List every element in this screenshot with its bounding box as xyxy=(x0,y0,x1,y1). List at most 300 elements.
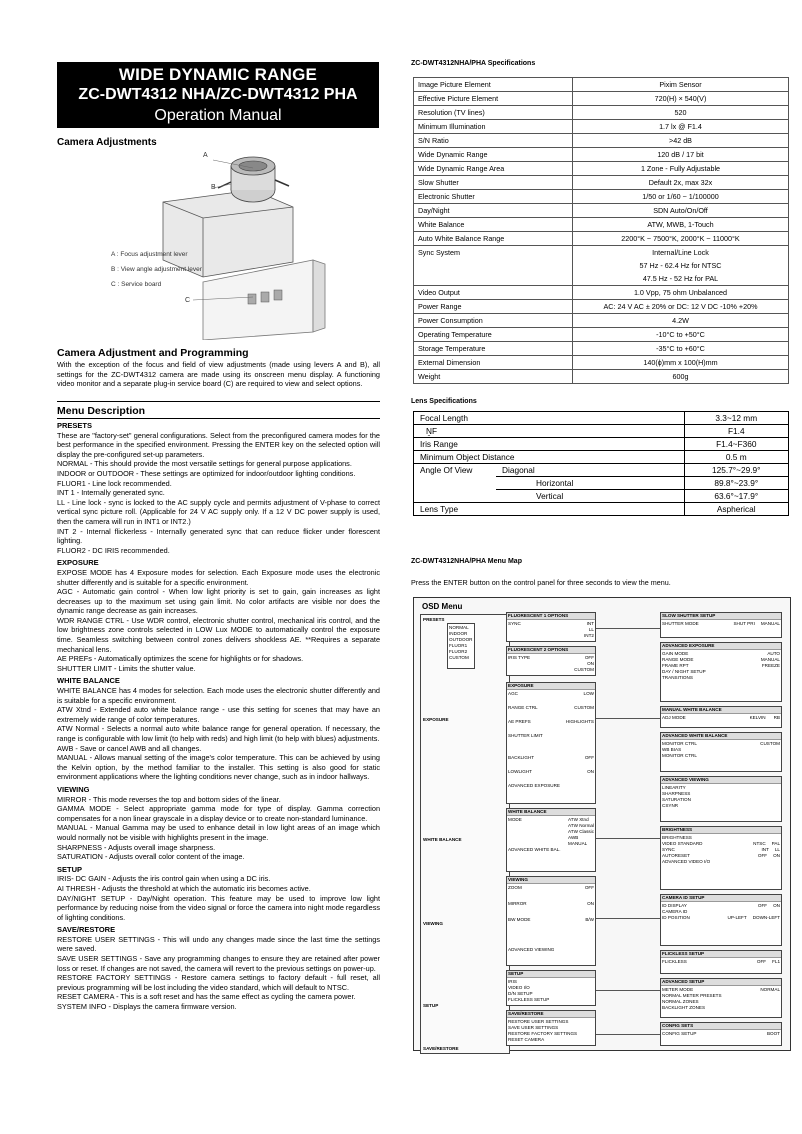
osd-row: ADVANCED VIDEO I/O xyxy=(662,859,711,864)
menu-section-paragraph: SYSTEM INFO - Displays the camera firmware version. xyxy=(57,1002,237,1012)
programming-heading: Camera Adjustment and Programming xyxy=(57,347,249,359)
osd-row-label: AUTORESET xyxy=(662,853,690,858)
spec-row xyxy=(414,78,789,92)
osd-row: IRIS TYPE xyxy=(508,655,531,660)
osd-opt: RB xyxy=(773,715,780,720)
spec-row xyxy=(414,134,789,148)
osd-opt: INT xyxy=(586,621,594,626)
osd-opt: CUSTOM xyxy=(760,741,780,746)
osd-preset: OUTDOOR xyxy=(449,637,473,642)
menu-section-paragraph: FLUOR2 - DC IRIS recommended. xyxy=(57,545,170,555)
menu-section-title: VIEWING xyxy=(57,784,90,794)
title-block xyxy=(57,62,379,128)
osd-row: D/N SETUP xyxy=(508,991,533,996)
osd-row: IRIS xyxy=(508,979,517,984)
divider xyxy=(57,401,380,402)
menu-section-paragraph: ATW Normal - Selects a normal auto white balance range for general operation. If necessary, the range is configurable with low limit (to help with reds) and high limit (to help with blues) adjustments. xyxy=(57,724,380,743)
osd-adv-exposure-box xyxy=(660,642,782,702)
osd-opt-list xyxy=(568,817,594,847)
spec-key: Minimum Illumination xyxy=(414,120,573,134)
lens-key: Iris Range xyxy=(414,438,685,451)
specs-heading: ZC-DWT4312NHA/PHA Specifications xyxy=(411,60,536,67)
menu-section-paragraph: GAMMA MODE - Select appropriate gamma mode for type of display. Gamma correction compensates for a non linear grayscale in a display device or to create non-standard luminance. xyxy=(57,804,380,823)
label-a: A xyxy=(203,152,208,159)
lens-key: Angle Of View xyxy=(414,464,497,503)
osd-opt: INT2 xyxy=(584,633,594,638)
osd-setup-box xyxy=(506,970,596,1006)
osd-opt: AWB xyxy=(568,835,579,840)
menu-section-title: WHITE BALANCE xyxy=(57,676,120,686)
spec-value: 140(ϕ)mm x 100(H)mm xyxy=(573,356,789,370)
osd-fl1-box xyxy=(506,612,596,642)
menu-section-paragraph: AE PREFs - Automatically optimizes the scene for highlights or for shadows. xyxy=(57,654,304,664)
spec-row xyxy=(414,356,789,370)
menu-section-paragraph: IRIS- DC GAIN - Adjusts the iris control gain when using a DC iris. xyxy=(57,874,271,884)
osd-box-title: FLUORESCENT 2 OPTIONS xyxy=(507,647,595,654)
menu-section-paragraph: INT 1 - Internally generated sync. xyxy=(57,488,165,498)
osd-slow-shutter-box xyxy=(660,612,782,638)
osd-row: FLICKLESS xyxy=(662,959,687,964)
osd-box-title: WHITE BALANCE xyxy=(507,809,595,816)
spec-row xyxy=(414,148,789,162)
title-line2: ZC-DWT4312 NHA/ZC-DWT4312 PHA xyxy=(78,86,358,103)
osd-row-label: ID POSITION xyxy=(662,915,690,920)
osd-row-label: RANGE CTRL xyxy=(508,705,538,710)
menu-section-paragraph: INDOOR or OUTDOOR - These settings are optimized for indoor/outdoor lighting conditions. xyxy=(57,468,356,478)
menu-section-paragraph: MANUAL - Allows manual setting of the image's color temperature. This can be achieved by using the Kelvin option, by the method familiar to the installer. This setting is also good for static environment applications where the lighting conditions never change, such as in indoor hallways. xyxy=(57,753,380,782)
spec-value: 1.0 Vpp, 75 ohm Unbalanced xyxy=(573,286,789,300)
osd-opt: HIGHLIGHTS xyxy=(565,719,594,724)
spec-key: Day/Night xyxy=(414,204,573,218)
osd-opt: OFF xyxy=(757,853,768,858)
osd-row-label: MIRROR xyxy=(508,901,527,906)
osd-box-title: ADVANCED VIEWING xyxy=(661,777,781,784)
camera-illustration xyxy=(103,152,333,340)
spec-key: Operating Temperature xyxy=(414,328,573,342)
osd-main-column xyxy=(420,614,510,1054)
lens-key: Focal Length xyxy=(414,412,685,425)
osd-main-exposure: EXPOSURE xyxy=(423,717,449,722)
menu-section-paragraph: SATURATION - Adjusts overall color content of the image. xyxy=(57,852,245,862)
osd-row xyxy=(508,719,594,733)
spec-value: 520 xyxy=(573,106,789,120)
osd-row-label: ZOOM xyxy=(508,885,522,890)
lens-value: 63.6°~17.9° xyxy=(684,490,788,503)
osd-row xyxy=(508,733,594,755)
osd-row-label: GAIN MODE xyxy=(662,651,689,656)
osd-box-title: CONFIG SETS xyxy=(661,1023,781,1030)
menu-section-paragraph: RESTORE USER SETTINGS - This will undo any changes made since the last time the settings were saved. xyxy=(57,934,380,954)
spec-row xyxy=(414,370,789,384)
osd-opt: OFF xyxy=(584,755,594,760)
spec-value: 2200°K ~ 7500°K, 2000°K ~ 11000°K xyxy=(573,232,789,246)
spec-row xyxy=(414,246,789,260)
osd-row xyxy=(508,705,594,719)
menu-section-paragraph: DAY/NIGHT SETUP - Day/Night operation. This feature may be used to improve low light performance by reducing noise from the video signal or force the camera into night mode regardless of lighting conditions. xyxy=(57,893,380,922)
osd-row: LINEARITY xyxy=(662,785,686,790)
osd-row: NORMAL METER PRESETS xyxy=(662,993,722,998)
osd-row: CAMERA ID xyxy=(662,909,688,914)
title-line1: WIDE DYNAMIC RANGE xyxy=(118,65,318,84)
osd-row: MONITOR CTRL xyxy=(662,753,697,758)
osd-opt: CUSTOM xyxy=(574,667,594,672)
connector xyxy=(596,918,660,919)
spec-key: Wide Dynamic Range xyxy=(414,148,573,162)
menu-section-title: EXPOSURE xyxy=(57,558,99,568)
spec-value: 1.7 lx @ F1.4 xyxy=(573,120,789,134)
osd-row: CONFIG SETUP xyxy=(662,1031,697,1036)
osd-row xyxy=(508,917,594,947)
osd-opt: OFF xyxy=(757,903,768,908)
spec-row xyxy=(414,120,789,134)
osd-row xyxy=(508,885,594,901)
osd-opt: DOWN-LEFT xyxy=(752,915,780,920)
menu-section-paragraph: MANUAL - Manual Gamma may be used to enhance detail in low light areas of an image which would normally not be visible with highlights present in the image. xyxy=(57,823,380,842)
spec-key: Video Output xyxy=(414,286,573,300)
spec-row xyxy=(414,162,789,176)
spec-key: Effective Picture Element xyxy=(414,92,573,106)
spec-key: Slow Shutter xyxy=(414,176,573,190)
menu-section-paragraph: AWB - Save or cancel AWB and all changes. xyxy=(57,743,202,753)
spec-value: -35°C to +60°C xyxy=(573,342,789,356)
camera-adjustments-heading: Camera Adjustments xyxy=(57,137,157,148)
label-b: B xyxy=(211,184,216,191)
osd-row xyxy=(508,755,594,769)
legend-b: B : View angle adjustment lever xyxy=(111,266,202,273)
osd-row: RESTORE FACTORY SETTINGS xyxy=(508,1031,578,1036)
osd-box-title: FLUORESCENT 1 OPTIONS xyxy=(507,613,595,620)
spec-key: S/N Ratio xyxy=(414,134,573,148)
osd-row: CSYNR xyxy=(662,803,679,808)
osd-opt: ON xyxy=(773,903,780,908)
osd-row-label: BW MODE xyxy=(508,917,531,922)
menu-section-paragraph: AI THRESH - Adjusts the threshold at which the automatic iris becomes active. xyxy=(57,883,311,893)
menu-section-paragraph: SAVE USER SETTINGS - Save any programming changes to ensure they are retained after power loss or reset. If changes are not saved, the camera will revert to the previous settings on power-up. xyxy=(57,954,380,973)
osd-row-label: AGC xyxy=(508,691,518,696)
spec-value: -10°C to +50°C xyxy=(573,328,789,342)
spec-row xyxy=(414,328,789,342)
menu-section-paragraph: EXPOSE MODE has 4 Exposure modes for selection. Each Exposure mode uses the electronic shutter differently and is suitable for a specific environment. xyxy=(57,567,380,587)
spec-key: Resolution (TV lines) xyxy=(414,106,573,120)
osd-opt: AUTO xyxy=(767,651,780,656)
osd-row-label: SHUTTER LIMIT xyxy=(508,733,543,738)
divider xyxy=(57,418,380,419)
lens-subkey: Horizontal xyxy=(496,477,684,490)
osd-row: SAVE USER SETTINGS xyxy=(508,1025,559,1030)
osd-row-label: VIDEO STANDARD xyxy=(662,841,703,846)
osd-row-label: MONITOR CTRL xyxy=(662,741,697,746)
spec-value: SDN Auto/On/Off xyxy=(573,204,789,218)
osd-preset: CUSTOM xyxy=(449,655,469,660)
spec-key: Electronic Shutter xyxy=(414,190,573,204)
spec-row xyxy=(414,300,789,314)
osd-preset: NORMAL xyxy=(449,625,469,630)
spec-value: 1 Zone - Fully Adjustable xyxy=(573,162,789,176)
menu-section-paragraph: RESTORE FACTORY SETTINGS - Restore camera settings to factory default - full reset, all previous programming will be lost including the video standard, which will default to NTSC. xyxy=(57,973,380,992)
osd-presets-box xyxy=(447,623,475,669)
spec-row xyxy=(414,286,789,300)
lens-heading: Lens Specifications xyxy=(411,398,477,405)
osd-row-label: BACKLIGHT xyxy=(508,755,535,760)
osd-opt: OFF xyxy=(584,885,594,890)
camera-diagram xyxy=(103,152,333,340)
osd-box-title: FLICKLESS SETUP xyxy=(661,951,781,958)
connector xyxy=(596,1034,660,1035)
spec-row xyxy=(414,176,789,190)
specs-table xyxy=(413,77,789,384)
lens-subkey: Diagonal xyxy=(496,464,684,477)
connector xyxy=(596,718,660,719)
osd-box-title: CAMERA ID SETUP xyxy=(661,895,781,902)
spec-row xyxy=(414,232,789,246)
osd-main-viewing: VIEWING xyxy=(423,921,443,926)
osd-manual-wb-box xyxy=(660,706,782,728)
lens-table xyxy=(413,411,789,516)
spec-row xyxy=(414,204,789,218)
spec-key: Power Range xyxy=(414,300,573,314)
osd-main-setup: SETUP xyxy=(423,1003,439,1008)
osd-main-save-restore: SAVE/RESTORE xyxy=(423,1046,459,1051)
spec-value: AC: 24 V AC ± 20% or DC: 12 V DC -10% +20% xyxy=(573,300,789,314)
lens-value: 0.5 m xyxy=(684,451,788,464)
osd-row xyxy=(508,691,594,705)
osd-box-title: EXPOSURE xyxy=(507,683,595,690)
osd-flickless-box xyxy=(660,950,782,974)
lens-value: F1.4 xyxy=(684,425,788,438)
menu-section-paragraph: LL - Line lock - sync is locked to the AC supply cycle and permits adjustment of V-phase to correct vertical sync picture roll. (Applicable for 24 V AC supply only. If a 12 V DC power supply is used, then the camera will run in INT1 or INT2.) xyxy=(57,497,380,526)
spec-row xyxy=(414,106,789,120)
osd-row: FLICKLESS SETUP xyxy=(508,997,550,1002)
menu-description-heading: Menu Description xyxy=(57,405,146,417)
osd-row-label: RANGE MODE xyxy=(662,657,694,662)
spec-value: 720(H) × 540(V) xyxy=(573,92,789,106)
menu-section-title: SAVE/RESTORE xyxy=(57,925,116,935)
connector xyxy=(596,990,660,991)
osd-brightness-box xyxy=(660,826,782,890)
osd-row: SHARPNESS xyxy=(662,791,691,796)
osd-opt: ON xyxy=(587,661,594,666)
osd-box-title: SAVE/RESTORE xyxy=(507,1011,595,1018)
osd-save-box xyxy=(506,1010,596,1046)
lens-key: ṈF xyxy=(414,425,685,438)
menu-section-paragraph: NORMAL - This should provide the most versatile settings for general purpose applications. xyxy=(57,459,352,469)
specs-table-wrap xyxy=(413,77,789,384)
lens-value: 125.7°~29.9° xyxy=(684,464,788,477)
osd-adv-viewing-box xyxy=(660,776,782,822)
osd-box-title: BRIGHTNESS xyxy=(661,827,781,834)
osd-preset: FLUOR2 xyxy=(449,649,468,654)
osd-footer: ADVANCED WHITE BAL. xyxy=(508,847,561,852)
menu-section-paragraph: AGC - Automatic gain control - When low light priority is set to gain, gain increases as light decreases up to the maximum set using gain limit. No color artifacts are visible nor does the dynamic range decrease as gain increases. xyxy=(57,587,380,616)
osd-row: BACKLIGHT ZONES xyxy=(662,1005,706,1010)
osd-config-box xyxy=(660,1022,782,1046)
title-line3: Operation Manual xyxy=(154,107,282,124)
osd-row: RESTORE USER SETTINGS xyxy=(508,1019,569,1024)
menu-section-paragraph: SHUTTER LIMIT - Limits the shutter value. xyxy=(57,663,196,673)
osd-opt: MANUAL xyxy=(568,841,588,846)
spec-key: Sync System xyxy=(414,246,573,286)
osd-box-title: ADVANCED EXPOSURE xyxy=(661,643,781,650)
osd-opt: INT xyxy=(761,847,769,852)
osd-opt: CUSTOM xyxy=(574,705,594,710)
osd-opt: ATW Normal xyxy=(568,823,594,828)
spec-value: 1/50 or 1/60 ~ 1/100000 xyxy=(573,190,789,204)
lens-value: 3.3~12 mm xyxy=(684,412,788,425)
spec-key: Storage Temperature xyxy=(414,342,573,356)
osd-row-label: SYNC xyxy=(662,847,675,852)
osd-adv-setup-box xyxy=(660,978,782,1018)
osd-title: OSD Menu xyxy=(422,602,463,611)
osd-row-label: FRAME RPT xyxy=(662,663,689,668)
osd-opt: LOW xyxy=(583,691,594,696)
osd-opt: FL1 xyxy=(772,959,780,964)
legend-a: A : Focus adjustment lever xyxy=(111,251,188,258)
osd-preset: FLUOR1 xyxy=(449,643,468,648)
osd-opt: PAL xyxy=(771,841,780,846)
osd-row: MODE xyxy=(508,817,522,822)
lens-value: 89.8°~23.9° xyxy=(684,477,788,490)
osd-row: NORMAL ZONES xyxy=(662,999,699,1004)
osd-opt: ON xyxy=(587,769,594,774)
osd-opt: ON xyxy=(773,853,780,858)
lens-subkey: Vertical xyxy=(496,490,684,503)
osd-opt: MANUAL xyxy=(760,621,780,626)
spec-value: 4.2W xyxy=(573,314,789,328)
osd-box-title: SETUP xyxy=(507,971,595,978)
spec-row xyxy=(414,342,789,356)
osd-footer: ADVANCED EXPOSURE xyxy=(508,783,560,788)
osd-row: SYNC xyxy=(508,621,521,626)
lens-key: Lens Type xyxy=(414,503,685,516)
osd-adv-wb-box xyxy=(660,732,782,772)
osd-row xyxy=(508,901,594,917)
osd-box-title: ADVANCED WHITE BALANCE xyxy=(661,733,781,740)
osd-row-label: LOWLIGHT xyxy=(508,769,532,774)
menu-map-heading: ZC-DWT4312NHA/PHA Menu Map xyxy=(411,558,522,565)
osd-preset: INDOOR xyxy=(449,631,468,636)
lens-value: F1.4~F360 xyxy=(684,438,788,451)
osd-opt: ATW Xtnd xyxy=(568,817,589,822)
osd-opt: OFF xyxy=(584,655,594,660)
osd-row: DAY / NIGHT SETUP xyxy=(662,669,706,674)
osd-row-label: METER MODE xyxy=(662,987,694,992)
osd-row: TRANSITIONS xyxy=(662,675,693,680)
spec-value: 600g xyxy=(573,370,789,384)
spec-row xyxy=(414,314,789,328)
osd-fl2-box xyxy=(506,646,596,676)
osd-row: BRIGHTNESS xyxy=(662,835,692,840)
spec-value: 120 dB / 17 bit xyxy=(573,148,789,162)
osd-row: SATURATION xyxy=(662,797,691,802)
menu-section-paragraph: INT 2 - Internal flickerless - Internally generated sync that can reduce flicker under florescent lighting. xyxy=(57,526,380,546)
spec-row xyxy=(414,218,789,232)
osd-box-title: SLOW SHUTTER SETUP xyxy=(661,613,781,620)
spec-key: White Balance xyxy=(414,218,573,232)
osd-opt: NTSC xyxy=(753,841,766,846)
spec-value: Default 2x, max 32x xyxy=(573,176,789,190)
legend-c: C : Service board xyxy=(111,281,162,288)
lens-key: Minimum Object Distance xyxy=(414,451,685,464)
spec-row xyxy=(414,190,789,204)
osd-opt: MANUAL xyxy=(760,657,780,662)
label-c: C xyxy=(185,297,191,304)
spec-key: External Dimension xyxy=(414,356,573,370)
osd-box-title: MANUAL WHITE BALANCE xyxy=(661,707,781,714)
spec-key: Weight xyxy=(414,370,573,384)
spec-value: 47.5 Hz - 52 Hz for PAL xyxy=(573,272,789,286)
osd-box-title: ADVANCED SETUP xyxy=(661,979,781,986)
osd-opt: B/W xyxy=(585,917,594,922)
spec-value: 57 Hz - 62.4 Hz for NTSC xyxy=(573,259,789,272)
menu-section-paragraph: WDR RANGE CTRL - Use WDR control, electronic shutter control, mechanical iris control, and the low brightness zone controls selected in LOW Lux MODE to automatically control the exposure time. Seamless switching between control zones delivers shockless AE. **Requires a separate mechanical lens. xyxy=(57,615,380,654)
osd-row: VIDEO I/O xyxy=(508,985,530,990)
osd-wb-box xyxy=(506,808,596,872)
menu-section-paragraph: WHITE BALANCE has 4 modes for selection. Each mode uses the electronic shutter differently and is suitable for a specific environment. xyxy=(57,686,380,705)
menu-section-paragraph: ATW Xtnd - Extended auto white balance range - use this setting for scenes that may have an extremely wide range of color temperatures. xyxy=(57,705,380,724)
lens-table-wrap xyxy=(413,411,789,516)
spec-value: ATW, MWB, 1-Touch xyxy=(573,218,789,232)
osd-viewing-box xyxy=(506,876,596,966)
osd-exposure-box xyxy=(506,682,596,804)
menu-section-title: PRESETS xyxy=(57,421,93,430)
osd-row-label: AE PREFS xyxy=(508,719,531,724)
spec-key: Power Consumption xyxy=(414,314,573,328)
menu-section-paragraph: These are "factory-set" general configurations. Select from the preconfigured camera modes for the best performance in the specified environment. Pressing the ENTER key on the selected option will display the pre-configured set-up parameters. xyxy=(57,430,380,459)
menu-section-title: SETUP xyxy=(57,864,83,874)
spec-value: >42 dB xyxy=(573,134,789,148)
menu-section-paragraph: MIRROR - This mode reverses the top and bottom sides of the linear. xyxy=(57,794,281,804)
osd-opt: KELVIN xyxy=(749,715,766,720)
osd-opt: ON xyxy=(587,901,594,906)
osd-main-presets: PRESETS xyxy=(423,617,445,622)
spec-key: Wide Dynamic Range Area xyxy=(414,162,573,176)
osd-opt: ATW Classic xyxy=(568,829,594,834)
connector xyxy=(596,838,660,839)
spec-row xyxy=(414,92,789,106)
menu-description-body xyxy=(57,421,380,1012)
osd-camera-id-box xyxy=(660,894,782,946)
lens-value: Aspherical xyxy=(684,503,788,516)
osd-opt: OFF xyxy=(756,959,767,964)
spec-value: Internal/Line Lock xyxy=(573,246,789,260)
osd-footer: ADVANCED VIEWING xyxy=(508,947,555,952)
menu-section-paragraph: SHARPNESS - Adjusts overall image sharpness. xyxy=(57,842,216,852)
osd-opt: BOOT xyxy=(766,1031,780,1036)
osd-main-white-balance: WHITE BALANCE xyxy=(423,837,462,842)
programming-text: With the exception of the focus and field of view adjustments (made using levers A and B), all settings for the ZC-DWT4312 camera are made using its onscreen menu display. A functioning video monitor and a separate plug-in service board (C) are required to view and select options. xyxy=(57,360,380,389)
connector xyxy=(596,628,660,629)
osd-box-title: VIEWING xyxy=(507,877,595,884)
osd-opt: UP-LEFT xyxy=(727,915,747,920)
menu-section-paragraph: FLUOR1 - Line lock recommended. xyxy=(57,478,172,488)
osd-opt: NORMAL xyxy=(760,987,780,992)
spec-value: Pixim Sensor xyxy=(573,78,789,92)
osd-row: SHUTTER MODE xyxy=(662,621,699,626)
osd-row: WB BIAS xyxy=(662,747,682,752)
osd-opt: SHUT PRI xyxy=(733,621,755,626)
osd-row xyxy=(508,769,594,783)
osd-row-label: ID DISPLAY xyxy=(662,903,687,908)
spec-key: Image Picture Element xyxy=(414,78,573,92)
osd-opt: LL xyxy=(588,627,594,632)
osd-row xyxy=(662,915,780,921)
osd-opt: FREEZE xyxy=(761,663,780,668)
osd-opt: LL xyxy=(774,847,780,852)
osd-row: ADJ MODE xyxy=(662,715,686,720)
menu-section-paragraph: RESET CAMERA - This is a soft reset and has the same effect as cycling the camera power. xyxy=(57,992,356,1002)
osd-menu-map xyxy=(413,597,791,1051)
osd-row: RESET CAMERA xyxy=(508,1037,545,1042)
